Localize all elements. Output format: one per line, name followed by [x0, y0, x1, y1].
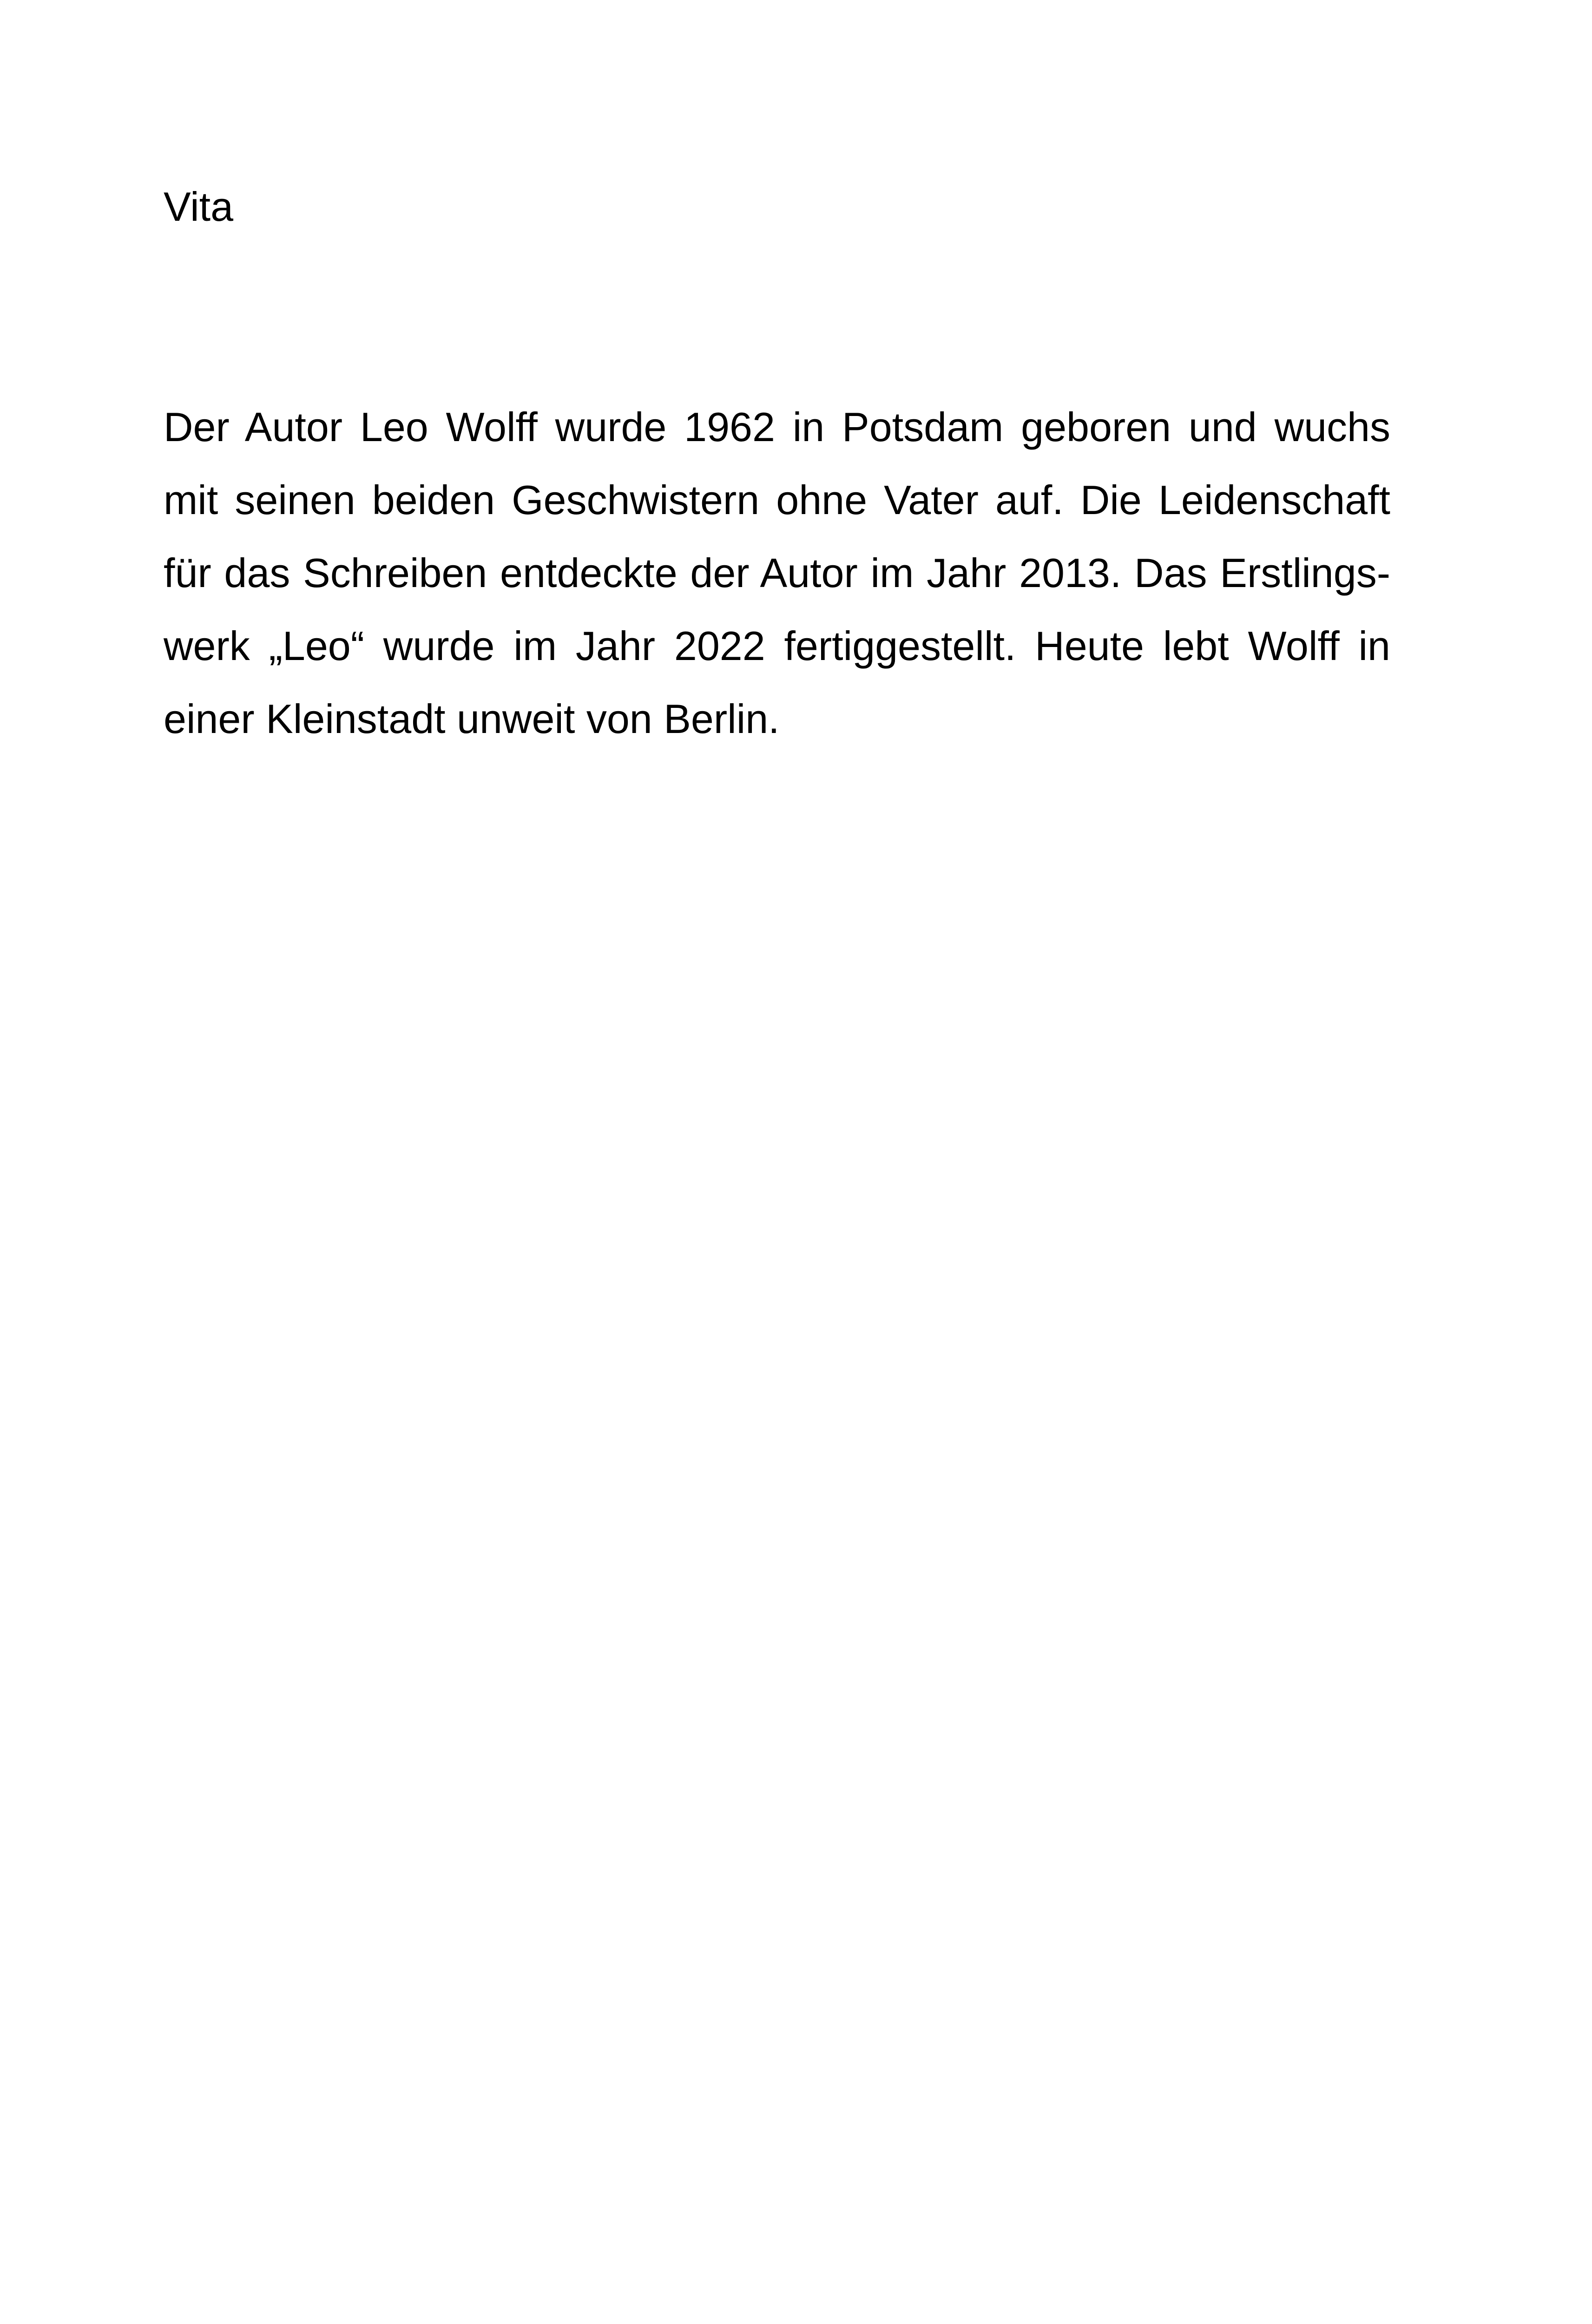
biography-paragraph: [164, 390, 1390, 755]
paragraph-line-2: mit seinen beiden Geschwistern ohne Vater auf. Die Leidenschaft: [164, 477, 1390, 523]
paragraph-line-4: werk „Leo“ wurde im Jahr 2022 fertiggestellt. Heute lebt Wolff in: [164, 623, 1390, 669]
paragraph-line-5: einer Kleinstadt unweit von Berlin.: [164, 696, 780, 742]
paragraph-line-1: Der Autor Leo Wolff wurde 1962 in Potsdam geboren und wuchs: [164, 404, 1390, 450]
paragraph-line-3: für das Schreiben entdeckte der Autor im Jahr 2013. Das Erstlings-: [164, 550, 1390, 596]
page-title: Vita: [164, 184, 234, 230]
